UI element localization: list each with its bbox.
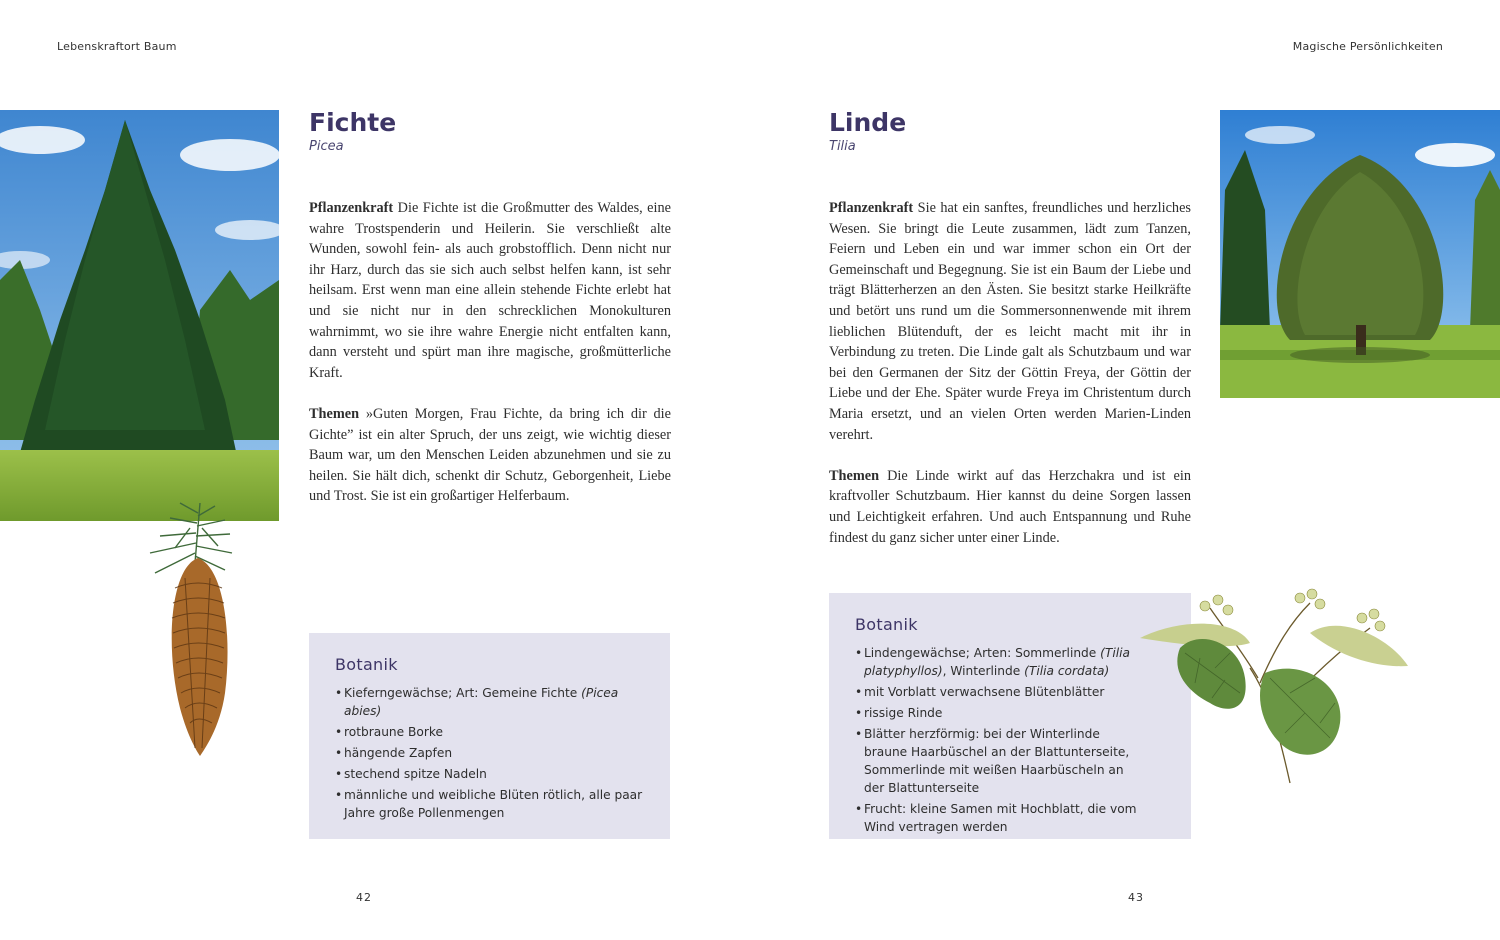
spruce-cone-illustration bbox=[140, 498, 240, 758]
paragraph-text: »Guten Morgen, Frau Fichte, da bring ich dir die Gichte” ist ein alter Spruch, der uns zeigt, wie wichtig dieser Baum war, um den Menschen Leiden abzunehmen und sie zu heilen. Sie hält dich, schenkt dir Schutz, Geborgenheit, Liebe und Trost. Sie ist ein großartiger Helferbaum. bbox=[309, 405, 671, 505]
item-latin: (Tilia platyphyllos) bbox=[864, 646, 1130, 678]
list-item: • rissige Rinde bbox=[855, 704, 1145, 722]
paragraph-label: Pflanzenkraft bbox=[309, 200, 394, 216]
list-item bbox=[855, 644, 1145, 680]
running-header-left: Lebenskraftort Baum bbox=[57, 40, 177, 53]
botanik-heading: Botanik bbox=[335, 655, 398, 674]
list-item: • stechend spitze Nadeln bbox=[335, 765, 644, 783]
fichte-latin-name: Picea bbox=[309, 139, 344, 154]
page-number-right: 43 bbox=[1128, 891, 1144, 904]
running-header-right: Magische Persönlichkeiten bbox=[1292, 40, 1443, 53]
fichte-title: Fichte bbox=[309, 108, 397, 137]
paragraph-text: Die Fichte ist die Großmutter des Waldes, eine wahre Trostspenderin und Heilerin. Sie verschließt alte Wunden, sowohl fein- als auch grobstofflich. Denn nicht nur ihr Harz, durch das sie sich auch selbst helfen kann, ist sehr heilsam. Erst wenn man eine allein stehende Fichte erlebt hat und sie nicht nur in den schrecklichen Monokulturen wahrnimmt, wo sie ihre wahre Energie nicht entfalten kann, dann versteht und spürt man ihre magische, großmütterliche Kraft. bbox=[309, 200, 671, 381]
linde-photo bbox=[1220, 110, 1500, 398]
paragraph-text: Die Linde wirkt auf das Herzchakra und ist ein kraftvoller Schutzbaum. Hier kannst du deine Sorgen lassen und Leichtigkeit erfahren. Und auch Entspannung und Ruhe findest du ganz sicher unter einer Linde. bbox=[829, 467, 1191, 546]
list-item: • hängende Zapfen bbox=[335, 744, 644, 762]
linde-themen-paragraph bbox=[829, 466, 1191, 548]
paragraph-label: Themen bbox=[829, 467, 880, 484]
item-latin: (Picea abies) bbox=[344, 686, 619, 718]
item-text: Kieferngewächse; Art: Gemeine Fichte bbox=[344, 686, 582, 700]
paragraph-label: Themen bbox=[309, 405, 360, 422]
list-item: • Blätter herzförmig: bei der Winterlinde braune Haarbüschel an der Blattunterseite, Sommerlinde mit weißen Haarbüscheln an der Blattunterseite bbox=[855, 725, 1145, 797]
botanik-list bbox=[335, 684, 644, 822]
paragraph-text: Sie hat ein sanftes, freundliches und herzliches Wesen. Sie bringt die Leute zusammen, lädt zum Tanzen, Feiern und Leben ein und war immer schon ein Ort der Gemeinschaft und Begegnung. Sie ist ein Baum der Liebe und trägt Blätterherzen an den Ästen. Sie besitzt starke Heilkräfte und betört uns rund um die Sommersonnenwende mit ihrem lieblichen Blütenduft, der es leicht macht mit ihr in Verbindung zu treten. Die Linde galt als Schutzbaum und war bei den Germanen der Sitz der Göttin Freya, der Göttin der Liebe und der Ehe. Später wurde Freya im Christentum durch Maria ersetzt, und an vielen Orten werden Marien-Linden verehrt. bbox=[829, 200, 1191, 443]
botanik-heading: Botanik bbox=[855, 615, 918, 634]
list-item bbox=[335, 684, 644, 720]
fichte-photo bbox=[0, 110, 279, 521]
item-text: , Winterlinde bbox=[942, 664, 1025, 678]
list-item: • männliche und weibliche Blüten rötlich, alle paar Jahre große Pollenmengen bbox=[335, 786, 644, 822]
list-item: • Frucht: kleine Samen mit Hochblatt, die vom Wind vertragen werden bbox=[855, 800, 1145, 836]
linden-leaf-illustration bbox=[1140, 588, 1410, 788]
item-text: Lindengewächse; Arten: Sommerlinde bbox=[864, 646, 1101, 660]
linde-title: Linde bbox=[829, 108, 907, 137]
linde-body bbox=[829, 198, 1191, 548]
linde-botanik-box bbox=[829, 593, 1191, 839]
item-latin: (Tilia cordata) bbox=[1024, 664, 1110, 678]
list-item: • mit Vorblatt verwachsene Blütenblätter bbox=[855, 683, 1145, 701]
linde-latin-name: Tilia bbox=[829, 139, 856, 154]
page-number-left: 42 bbox=[356, 891, 372, 904]
botanik-list bbox=[855, 644, 1165, 836]
fichte-themen-paragraph bbox=[309, 404, 671, 507]
list-item: • rotbraune Borke bbox=[335, 723, 644, 741]
paragraph-label: Pflanzenkraft bbox=[829, 200, 914, 216]
fichte-botanik-box bbox=[309, 633, 670, 839]
linde-pflanzenkraft-paragraph bbox=[829, 198, 1191, 445]
fichte-body bbox=[309, 198, 671, 507]
fichte-pflanzenkraft-paragraph bbox=[309, 198, 671, 383]
